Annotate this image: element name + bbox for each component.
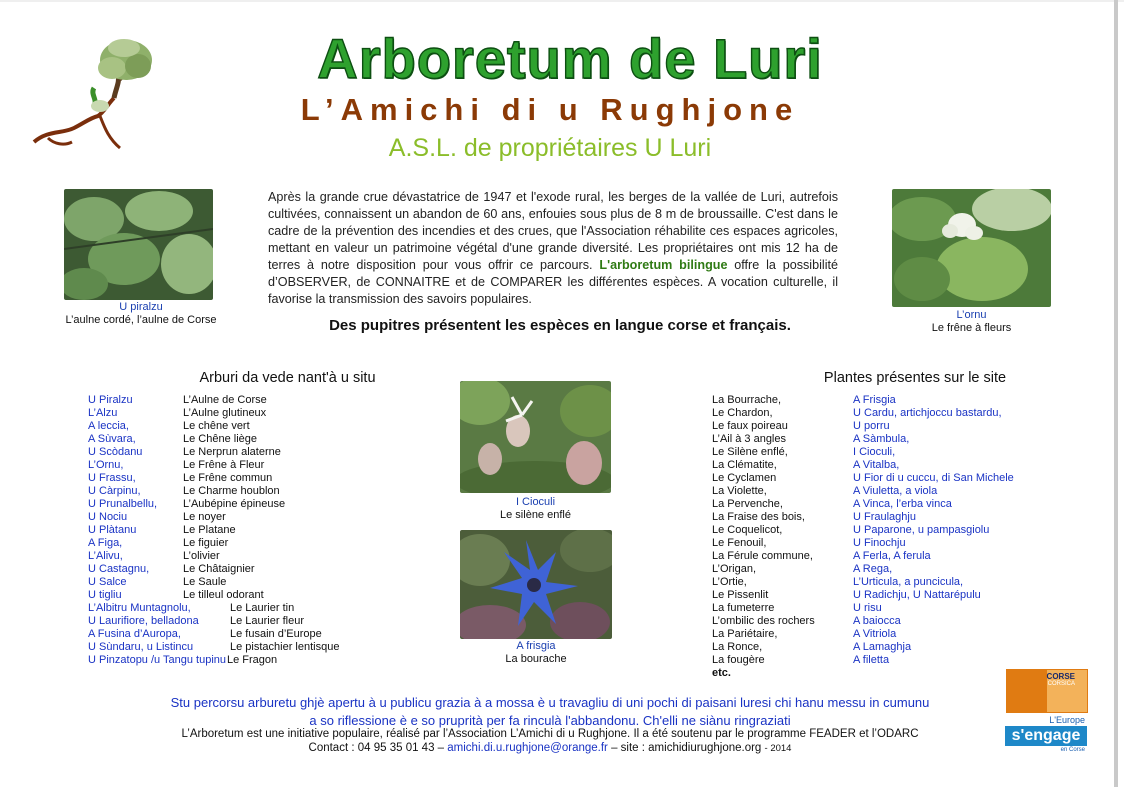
tree-fr-name: Le Laurier fleur — [230, 615, 304, 627]
tree-corse-name: U Plàtanu — [88, 524, 137, 536]
caption-piralzu-name: U piralzu — [119, 301, 163, 313]
tree-corse-name: L’Alzu — [88, 407, 118, 419]
tree-logo-icon — [28, 34, 158, 152]
plant-corse-name: A Frisgia — [853, 394, 896, 406]
tree-fr-name: Le Frêne à Fleur — [183, 459, 265, 471]
footer-thanks — [120, 694, 980, 730]
tree-fr-name: Le Saule — [183, 576, 227, 588]
plant-corse-name: U Cardu, artichjoccu bastardu, — [853, 407, 1002, 419]
plant-fr-name: La Fraise des bois, — [712, 511, 805, 523]
tree-fr-name: Le Nerprun alaterne — [183, 446, 281, 458]
plant-fr-name: L’Origan, — [712, 563, 757, 575]
tree-corse-name: L’Alivu, — [88, 550, 123, 562]
plant-fr-name: La Férule commune, — [712, 550, 813, 562]
plant-fr-name: La Pervenche, — [712, 498, 783, 510]
plant-corse-name: A Ferla, A ferula — [853, 550, 931, 562]
footer-initiative: L’Arboretum est une initiative populaire, réalisé par l’Association L’Amichi di u Rughjone. Il a été soutenu par le programme FEADER et l’ODARC — [181, 728, 919, 740]
plant-corse-name: U Finochju — [853, 537, 906, 549]
tree-corse-name: A leccia, — [88, 420, 129, 432]
tree-corse-name: U Piralzu — [88, 394, 133, 406]
trees-fr-list — [183, 394, 285, 602]
footer-thanks-line2: a so riflessione è e so pruprità per fa rinculà l'abbandonu. Ch'elli ne siànu ringraziati — [309, 713, 791, 728]
plant-corse-name: U risu — [853, 602, 882, 614]
tree-corse-name: A Figa, — [88, 537, 123, 549]
corse-logo-subtext: CORSICA — [1047, 681, 1075, 687]
plant-fr-name: Le Chardon, — [712, 407, 773, 419]
plant-fr-name: Le Cyclamen — [712, 472, 777, 484]
tree-corse-name: A Fusina d’Auropa, — [88, 628, 181, 640]
tree-corse-name: U Laurifiore, belladona — [88, 615, 199, 627]
tree-fr-name: Le noyer — [183, 511, 226, 523]
tree-fr-name: Le Frêne commun — [183, 472, 273, 484]
plant-fr-name: La fougère — [712, 654, 765, 666]
plant-fr-name: La Bourrache, — [712, 394, 782, 406]
intro-highlight: L'arboretum bilingue — [599, 258, 728, 272]
plant-corse-name: A baiocca — [853, 615, 901, 627]
plant-corse-name: A Lamaghja — [853, 641, 912, 653]
tree-fr-name: L’Aulne de Corse — [183, 394, 267, 406]
europe-engage-logo — [1005, 715, 1087, 757]
tree-fr-name: Le figuier — [183, 537, 229, 549]
tree-corse-name: U Càrpinu, — [88, 485, 141, 497]
page-top-border — [0, 0, 1124, 2]
plant-fr-name: La fumeterre — [712, 602, 775, 614]
tree-fr-name: L’olivier — [183, 550, 220, 562]
photo-frisgia — [460, 530, 612, 639]
photo-cioculi — [460, 381, 611, 493]
trees-fr-list-extra — [230, 602, 339, 654]
tree-fr-name: Le tilleul odorant — [183, 589, 264, 601]
plant-corse-name: A Vitalba, — [853, 459, 900, 471]
tree-corse-name: U Nociu — [88, 511, 128, 523]
plant-corse-name: U Fior di u cuccu, di San Michele — [853, 472, 1014, 484]
footer-info — [120, 727, 980, 756]
plant-fr-name: L’Ortie, — [712, 576, 747, 588]
plant-fr-name: Le faux poireau — [712, 420, 788, 432]
plant-corse-name: U Paparone, u pampasgiolu — [853, 524, 990, 536]
trees-heading: Arburi da vede nant'à u situ — [199, 370, 376, 386]
tree-fr-name: Le Chêne liège — [183, 433, 258, 445]
intro-paragraph: Après la grande crue dévastatrice de 1947 et l'exode rural, les berges de la vallée de Luri, autrefois cultivées, connaissent un abandon de 60 ans, enfouies sous plus de 8 m de broussaille. C'est dans le cadre de la prévention des incendies et des crues, que l'Association réhabilite ces espaces agricoles, mettant en valeur un patrimoine végétal d'une grande diversité. Les propriétaires ont mis 12 ha de terres à notre disposition pour vous offrir ce parcours. L'arboretum bilingue offre la possibilité d’OBSERVER, de CONNAITRE et de COMPARER les différentes espèces. A vocation culturelle, il favorise la transmission des savoirs populaires. — [268, 190, 839, 306]
caption-ornu-name: L’ornu — [956, 309, 987, 321]
europe-logo-subtitle: en Corse — [1060, 747, 1085, 753]
plants-fr-list — [712, 394, 815, 680]
plants-heading: Plantes présentes sur le site — [823, 370, 1007, 386]
tree-corse-name: L’Ornu, — [88, 459, 124, 471]
collectivite-corse-logo — [1006, 669, 1088, 713]
plant-corse-name: I Cioculi, — [853, 446, 896, 458]
association-tagline: A.S.L. de propriétaires U Luri — [388, 134, 712, 162]
caption-frisgia-fr: La bourache — [505, 653, 567, 665]
tree-corse-name: U Salce — [88, 576, 127, 588]
caption-piralzu-fr: L’aulne cordé, l’aulne de Corse — [65, 314, 217, 326]
page-right-border — [1114, 0, 1118, 787]
tree-corse-name: U tigliu — [88, 589, 122, 601]
page-title: Arboretum de Luri — [317, 27, 823, 90]
tree-corse-name: U Prunalbellu, — [88, 498, 158, 510]
plant-fr-name: Le Fenouil, — [712, 537, 767, 549]
plant-corse-name: A Vinca, l’erba vinca — [853, 498, 952, 510]
photo-ornu — [892, 189, 1051, 307]
plant-corse-name: A Viuletta, a viola — [853, 485, 938, 497]
plant-fr-name: L’Ail à 3 angles — [712, 433, 786, 445]
tree-corse-name: A Sùvara, — [88, 433, 136, 445]
tree-corse-name: U Frassu, — [88, 472, 136, 484]
pupitres-note: Des pupitres présentent les espèces en langue corse et français. — [329, 317, 791, 334]
tree-fr-name: L’Aulne glutineux — [183, 407, 267, 419]
plant-corse-name: A Sàmbula, — [853, 433, 910, 445]
caption-cioculi-name: I Cioculi — [515, 496, 556, 508]
plant-fr-etc: etc. — [712, 667, 731, 679]
plant-fr-name: La Clématite, — [712, 459, 777, 471]
plant-corse-name: U porru — [853, 420, 890, 432]
caption-ornu-fr: Le frêne à fleurs — [931, 322, 1012, 334]
tree-fr-name: Le pistachier lentisque — [230, 641, 340, 653]
tree-corse-name: U Pinzatopu /u Tangu tupinu — [88, 654, 227, 666]
plant-corse-name: A filetta — [853, 654, 890, 666]
tree-fr-name: Le Charme houblon — [183, 485, 280, 497]
tree-fr-name: Le Châtaignier — [183, 563, 255, 575]
tree-fr-name: Le Laurier tin — [230, 602, 295, 614]
tree-fr-name: Le Fragon — [227, 654, 278, 666]
tree-fr-name: Le Platane — [183, 524, 236, 536]
tree-corse-name: U Scòdanu — [88, 446, 143, 458]
tree-fr-name: L’Aubépine épineuse — [183, 498, 286, 510]
contact-email-link[interactable]: amichi.di.u.rughjone@orange.fr — [447, 742, 608, 754]
plant-fr-name: La Violette, — [712, 485, 767, 497]
europe-logo-brand: s'engage — [1005, 726, 1087, 746]
europe-logo-title: L'Europe — [1049, 715, 1085, 725]
plant-corse-name: U Radichju, U Nattarépulu — [853, 589, 981, 601]
corse-logo-text: CORSE — [1046, 672, 1075, 681]
plant-fr-name: La Ronce, — [712, 641, 763, 653]
plant-corse-name: A Vitriola — [853, 628, 897, 640]
tree-corse-name: L’Albitru Muntagnolu, — [88, 602, 191, 614]
tree-corse-name: U Castagnu, — [88, 563, 150, 575]
tree-corse-name: U Sùndaru, u Listincu — [88, 641, 194, 653]
caption-frisgia-name: A frisgia — [516, 640, 556, 652]
footer-contact: Contact : 04 95 35 01 43 – amichi.di.u.rughjone@orange.fr – site : amichidiurughjone.org - 2014 — [308, 742, 792, 754]
association-name: L’Amichi di u Rughjone — [300, 92, 800, 127]
plant-corse-name: U Fraulaghju — [853, 511, 916, 523]
plants-corse-list — [853, 394, 1014, 667]
plant-fr-name: L’ombilic des rochers — [712, 615, 815, 627]
plant-fr-name: Le Pissenlit — [712, 589, 769, 601]
photo-piralzu — [64, 189, 213, 300]
plant-fr-name: La Pariétaire, — [712, 628, 778, 640]
caption-cioculi-fr: Le silène enflé — [500, 509, 571, 521]
plant-fr-name: Le Coquelicot, — [712, 524, 783, 536]
plant-corse-name: A Rega, — [853, 563, 893, 575]
tree-fr-name: Le fusain d’Europe — [230, 628, 322, 640]
plant-corse-name: L’Urticula, a puncicula, — [853, 576, 964, 588]
footer-thanks-line1: Stu percorsu arburetu ghjè apertu à u publicu grazia à a mossa è u travagliu di uni pochi di paisani luresi chi hanu messu in cumunu — [170, 695, 930, 710]
plant-fr-name: Le Silène enflé, — [712, 446, 788, 458]
tree-fr-name: Le chêne vert — [183, 420, 250, 432]
